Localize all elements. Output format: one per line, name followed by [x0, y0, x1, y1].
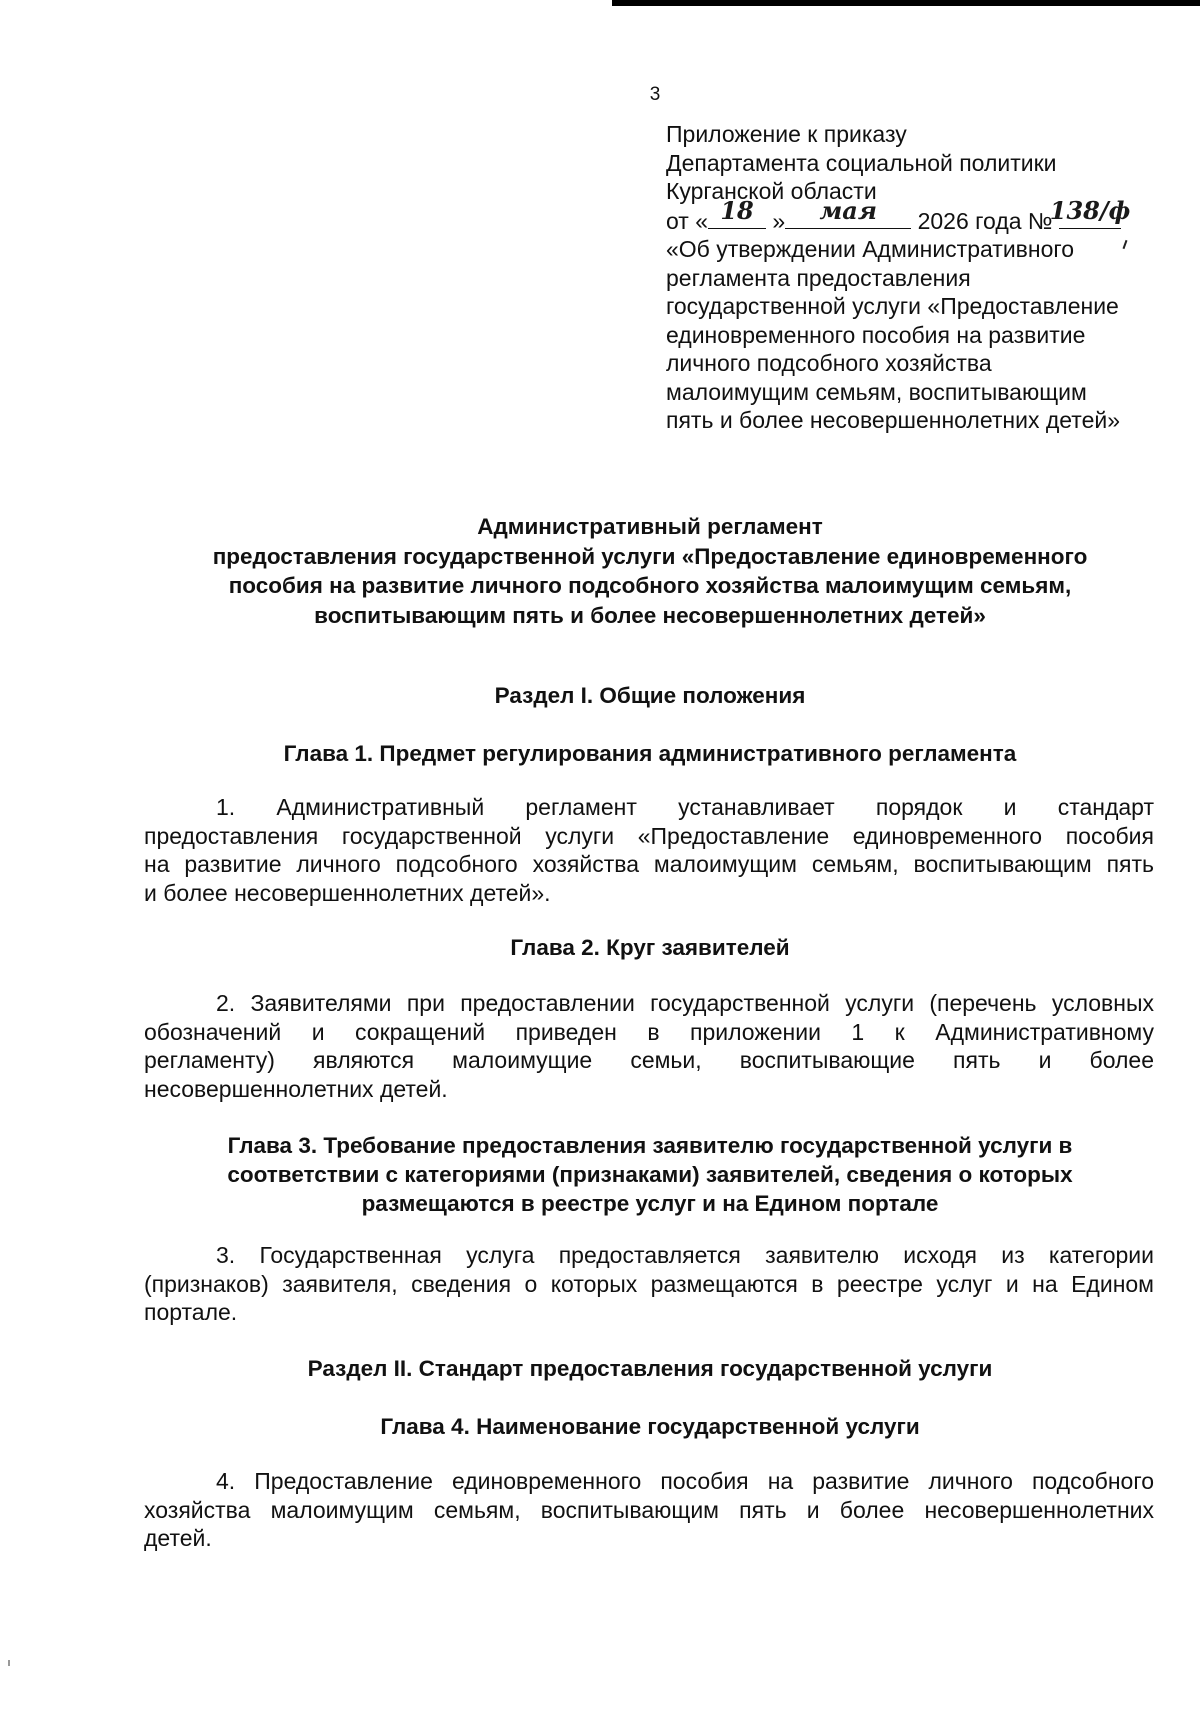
- appendix-subject-line: «Об утверждении Административного: [666, 236, 1075, 262]
- date-prefix: от «: [666, 207, 709, 234]
- paragraph-line: (признаков) заявителя, сведения о которых размещаются в реестре услуг и на Едином: [144, 1270, 1154, 1297]
- heading-line: размещаются в реестре услуг и на Едином портале: [361, 1191, 939, 1216]
- title-line: воспитывающим пять и более несовершеннолетних детей»: [314, 602, 986, 628]
- paragraph-3: [144, 1241, 1154, 1327]
- paragraph-line: 4. Предоставление единовременного пособия на развитие личного подсобного: [216, 1468, 1154, 1494]
- scan-edge-bar: [612, 0, 1200, 6]
- paragraph-line: на развитие личного подсобного хозяйства малоимущим семьям, воспитывающим пять: [144, 851, 1154, 877]
- handwritten-day: 18: [708, 206, 766, 229]
- date-mid: »: [772, 207, 786, 234]
- paragraph-line: предоставления государственной услуги «Предоставление единовременного пособия: [144, 822, 1154, 849]
- paragraph-2: [144, 989, 1154, 1103]
- paragraph-line: 1. Административный регламент устанавливает порядок и стандарт: [216, 794, 1154, 820]
- date-year: 2026 года №: [917, 207, 1053, 234]
- appendix-subject-line: личного подсобного хозяйства: [666, 350, 992, 376]
- appendix-line: Приложение к приказу: [666, 121, 907, 147]
- handwritten-month: мая: [785, 206, 911, 229]
- appendix-subject-line: государственной услуги «Предоставление: [666, 293, 1119, 319]
- appendix-date-line: [666, 196, 1176, 236]
- chapter-heading-3: [140, 1131, 1160, 1218]
- paragraph-line: портале.: [144, 1299, 238, 1325]
- heading-line: соответствии с категориями (признаками) заявителей, сведения о которых: [227, 1162, 1073, 1187]
- appendix-block: [666, 120, 1176, 435]
- paragraph-1: [144, 793, 1154, 907]
- chapter-heading-4: Глава 4. Наименование государственной услуги: [380, 1414, 920, 1439]
- appendix-line: Курганской области: [666, 178, 877, 204]
- appendix-subject-line: единовременного пособия на развитие: [666, 321, 1086, 348]
- paragraph-line: регламенту) являются малоимущие семьи, воспитывающие пять и более: [144, 1047, 1154, 1073]
- appendix-subject-line: малоимущим семьям, воспитывающим: [666, 378, 1087, 405]
- document-title: [140, 512, 1160, 630]
- appendix-subject-line: пять и более несовершеннолетних детей»: [666, 407, 1121, 433]
- page-number: 3: [649, 84, 661, 105]
- heading-line: Глава 3. Требование предоставления заявителю государственной услуги в: [227, 1133, 1073, 1158]
- paragraph-4: [144, 1467, 1154, 1553]
- title-line: предоставления государственной услуги «Предоставление единовременного: [212, 543, 1088, 569]
- section-heading-1: Раздел I. Общие положения: [494, 683, 806, 708]
- appendix-line: Департамента социальной политики: [666, 149, 1057, 176]
- appendix-subject-line: регламента предоставления: [666, 264, 971, 291]
- paragraph-line: 3. Государственная услуга предоставляется заявителю исходя из категории: [216, 1242, 1154, 1268]
- scan-speck: [8, 1660, 10, 1666]
- title-line: пособия на развитие личного подсобного хозяйства малоимущим семьям,: [228, 573, 1072, 598]
- chapter-heading-2: Глава 2. Круг заявителей: [510, 935, 790, 960]
- handwritten-order-number: 138/ф: [1059, 206, 1121, 229]
- paragraph-line: 2. Заявителями при предоставлении государственной услуги (перечень условных: [216, 990, 1154, 1016]
- paragraph-line: и более несовершеннолетних детей».: [144, 879, 551, 906]
- paragraph-line: хозяйства малоимущим семьям, воспитывающим пять и более несовершеннолетних: [144, 1496, 1154, 1523]
- section-heading-2: Раздел II. Стандарт предоставления государственной услуги: [307, 1356, 993, 1381]
- chapter-heading-1: Глава 1. Предмет регулирования административного регламента: [283, 741, 1017, 766]
- paragraph-line: обозначений и сокращений приведен в приложении 1 к Административному: [144, 1018, 1154, 1045]
- paragraph-line: несовершеннолетних детей.: [144, 1075, 448, 1102]
- title-line: Административный регламент: [477, 514, 823, 539]
- paragraph-line: детей.: [144, 1525, 212, 1551]
